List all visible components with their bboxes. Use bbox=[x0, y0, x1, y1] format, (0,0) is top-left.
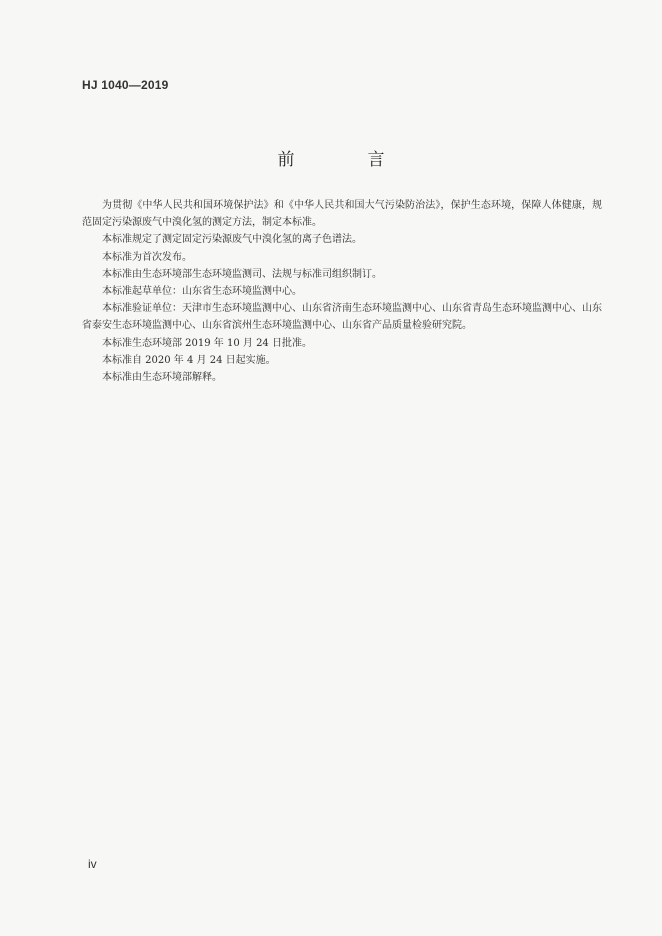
page-number: iv bbox=[88, 857, 97, 871]
paragraph-scope: 本标准规定了测定固定污染源废气中溴化氢的离子色谱法。 bbox=[102, 234, 362, 246]
paragraph-drafting-unit: 本标准起草单位：山东省生态环境监测中心。 bbox=[102, 286, 302, 298]
page-title: 前 言 bbox=[277, 150, 413, 170]
paragraph-effective-date: 本标准自 2020 年 4 月 24 日起实施。 bbox=[102, 354, 276, 366]
paragraph-verification-units: 本标准验证单位：天津市生态环境监测中心、山东省济南生态环境监测中心、山东省青岛生态环境监测中心、山东省泰安生态环境监测中心、山东省滨州生态环境监测中心、山东省产品质量检验研究院。 bbox=[82, 303, 602, 332]
paragraph-interpretation: 本标准由生态环境部解释。 bbox=[102, 372, 222, 384]
paragraph-approval-date: 本标准生态环境部 2019 年 10 月 24 日批准。 bbox=[102, 337, 312, 349]
paragraph-purpose: 为贯彻《中华人民共和国环境保护法》和《中华人民共和国大气污染防治法》，保护生态环境，保障人体健康，规范固定污染源废气中溴化氢的测定方法，制定本标准。 bbox=[82, 200, 602, 229]
paragraph-first-release: 本标准为首次发布。 bbox=[102, 251, 192, 263]
standard-code: HJ 1040—2019 bbox=[82, 78, 169, 92]
foreword-body bbox=[82, 197, 602, 386]
paragraph-organizer: 本标准由生态环境部生态环境监测司、法规与标准司组织制订。 bbox=[102, 268, 382, 280]
